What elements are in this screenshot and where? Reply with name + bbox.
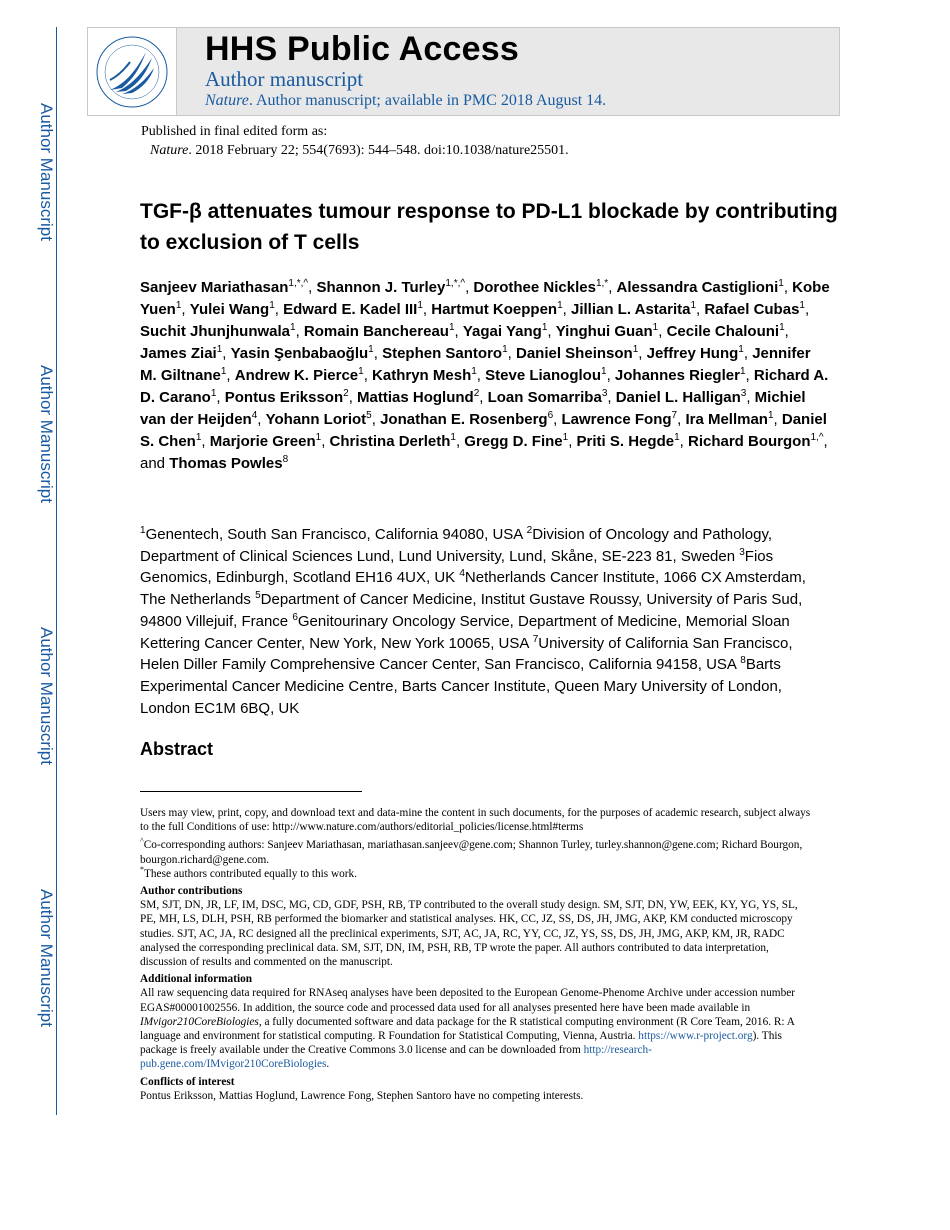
author-name: Marjorie Green (209, 433, 316, 450)
affiliations (140, 524, 815, 719)
author-separator: , (479, 389, 488, 406)
package-name: IMvigor210CoreBiologies (140, 1015, 259, 1028)
additional-info-heading: Additional information (140, 973, 253, 986)
author-affiliation-mark: 1 (652, 322, 659, 333)
author-affiliation-mark: 1 (739, 366, 746, 377)
author-list (140, 277, 830, 475)
author-name: Daniel S. Chen (140, 411, 827, 450)
author-name: Steve Lianoglou (485, 367, 601, 384)
author-affiliation-mark: 1 (450, 432, 456, 443)
side-label-3 (38, 627, 56, 827)
author-separator: , (308, 279, 317, 296)
author-affiliation-mark: 1 (448, 322, 455, 333)
author-affiliation-mark: 1 (315, 432, 322, 443)
author-affiliation-mark: 3 (740, 388, 747, 399)
affiliation-number: 4 (459, 568, 465, 580)
author-name: Suchit Jhunjhunwala (140, 323, 291, 340)
author-separator: , (348, 389, 358, 406)
author-separator: , (553, 411, 562, 428)
author-separator: , (547, 323, 556, 340)
author-separator: , (607, 389, 616, 406)
affiliation-number: 1 (140, 525, 146, 536)
author-name: Daniel Sheinson (516, 345, 633, 362)
author-affiliation-mark: 1 (471, 366, 477, 377)
author-name: James Ziai (140, 345, 217, 362)
author-separator: , (274, 301, 284, 318)
author-affiliation-mark: 1 (738, 344, 744, 355)
author-affiliation-mark: 1 (779, 322, 785, 333)
author-separator: , (658, 323, 667, 340)
affiliation-text: Genentech, South San Francisco, California 94080, USA (145, 526, 527, 543)
author-separator: , (222, 345, 231, 362)
author-name: Hartmut Koeppen (431, 301, 558, 318)
author-name: Christina Derleth (329, 433, 451, 450)
author-affiliation-mark: 1,*,^ (445, 278, 466, 289)
banner-subtitle: Author manuscript (205, 67, 364, 91)
author-affiliation-mark: 1 (674, 432, 680, 443)
published-citation-text: . 2018 February 22; 554(7693): 544–548. doi:10.1038/nature25501. (188, 143, 569, 158)
banner-title: HHS Public Access (205, 30, 519, 68)
author-affiliation-mark: 1 (601, 366, 607, 377)
author-separator: , (371, 411, 381, 428)
author-name: Jonathan E. Rosenberg (380, 411, 548, 428)
affiliation-text: Barts Experimental Cancer Medicine Centre, Barts Cancer Institute, Queen Mary University of London, London EC1M 6BQ, UK (140, 656, 782, 717)
author-name: Jillian L. Astarita (570, 301, 691, 318)
affiliation-text: Fios Genomics, Edinburgh, Scotland EH16 4UX, UK (140, 547, 774, 587)
author-separator: , (476, 367, 486, 384)
affiliation-number: 7 (532, 633, 539, 645)
header-banner (87, 27, 840, 116)
author-separator: , (216, 389, 225, 406)
author-affiliation-mark: 1 (216, 344, 223, 355)
author-affiliation-mark: 1 (502, 344, 508, 355)
author-separator: , (321, 433, 330, 450)
footnote-divider (140, 791, 362, 792)
author-separator: , (562, 301, 571, 318)
author-name: Kobe Yuen (140, 279, 830, 318)
author-name: Cecile Chalouni (666, 323, 780, 340)
author-name: Rafael Cubas (704, 301, 800, 318)
additional-text-3: ). This package is freely available under the Creative Commons 3.0 license and can be downloaded from (140, 1030, 782, 1057)
author-affiliation-mark: 1 (220, 366, 227, 377)
side-label-1 (38, 103, 56, 303)
author-name: Shannon J. Turley (316, 279, 446, 296)
author-separator: , (507, 345, 516, 362)
author-affiliation-mark: 1,*,^ (288, 278, 309, 289)
author-affiliation-mark: 1 (210, 388, 217, 399)
side-label-4 (38, 889, 56, 1089)
author-affiliation-mark: 1 (269, 300, 275, 311)
author-affiliation-mark: 5 (366, 410, 372, 421)
author-name: Michiel van der Heijden (140, 389, 806, 428)
author-separator: , (773, 411, 782, 428)
conflicts-text: Pontus Eriksson, Mattias Hoglund, Lawrence Fong, Stephen Santoro have no competing interests. (140, 1089, 584, 1102)
equal-note (140, 867, 815, 881)
side-label-text: Author Manuscript (37, 627, 56, 765)
r-project-link[interactable]: https://www.r-project.org (638, 1030, 753, 1043)
author-name: Yulei Wang (189, 301, 270, 318)
author-affiliation-mark: 1 (358, 366, 364, 377)
author-name: Yohann Loriot (265, 411, 367, 428)
author-affiliation-mark: 4 (251, 410, 258, 421)
author-separator: , and (140, 433, 828, 472)
author-name: Dorothee Nickles (473, 279, 596, 296)
author-affiliation-mark: 1,* (595, 278, 609, 289)
author-name: Romain Banchereau (303, 323, 449, 340)
author-affiliation-mark: 1 (290, 322, 296, 333)
author-separator: , (696, 301, 705, 318)
author-affiliation-mark: 2 (343, 388, 349, 399)
banner-journal: Nature (205, 92, 249, 109)
author-affiliation-mark: 1 (175, 300, 182, 311)
side-rule (56, 27, 57, 1115)
published-citation (141, 141, 569, 160)
author-name: Pontus Eriksson (224, 389, 344, 406)
author-separator: , (226, 367, 235, 384)
conflicts-heading: Conflicts of interest (140, 1075, 235, 1088)
article-title: TGF-β attenuates tumour response to PD-L1 blockade by contributing to exclusion of T cells (140, 200, 838, 254)
author-affiliation-mark: 1 (767, 410, 774, 421)
author-name: Loan Somarriba (487, 389, 602, 406)
side-label-text: Author Manuscript (37, 365, 56, 503)
author-name: Daniel L. Halligan (615, 389, 741, 406)
footnotes (140, 806, 815, 1103)
corresponding-note (140, 838, 815, 866)
author-separator: , (568, 433, 577, 450)
author-affiliation-mark: 7 (671, 410, 678, 421)
hhs-eagle-icon (88, 28, 176, 115)
corr-mark: ^ (140, 836, 144, 846)
author-affiliation-mark: 1 (557, 300, 563, 311)
author-separator: , (745, 367, 754, 384)
author-affiliation-mark: 1 (778, 278, 784, 289)
author-affiliation-mark: 1 (690, 300, 697, 311)
banner-availability (205, 92, 606, 110)
affiliation-number: 3 (739, 546, 745, 558)
author-affiliation-mark: 1 (799, 300, 805, 311)
affiliation-text: Genitourinary Oncology Service, Department of Medicine, Memorial Sloan Kettering Cancer Center, New York, New York 10065, USA (140, 612, 790, 652)
author-name: Priti S. Hegde (576, 433, 675, 450)
author-name: Stephen Santoro (382, 345, 503, 362)
banner-availability-text: . Author manuscript; available in PMC 2018 August 14. (248, 92, 607, 109)
author-name: Lawrence Fong (561, 411, 672, 428)
corresponding-text: Co-corresponding authors: Sanjeev Mariathasan, mariathasan.sanjeev@gene.com; Shannon Turley, turley.shannon@gene.com; Richard Bourgon, bourgon.richard@gene.com. (140, 839, 803, 866)
author-separator: , (679, 433, 688, 450)
author-name: Richard Bourgon (687, 433, 811, 450)
author-name: Sanjeev Mariathasan (140, 279, 289, 296)
author-name: Jennifer M. Giltnane (140, 345, 811, 384)
author-affiliation-mark: 1 (195, 432, 202, 443)
author-name: Ira Mellman (685, 411, 768, 428)
contributions-text: SM, SJT, DN, JR, LF, IM, DSC, MG, CD, GDF, PSH, RB, TP contributed to the overall study design. SM, SJT, DN, YW, EEK, KY, YG, YS, SL, PE, MH, LS, DLH, PSH, RB performed the biomarker and statistical analyses. HK, CC, JZ, SS, DS, JH, JMG, AKP, KM conducted microscopy studies. SJT, AC, JA, RC designed all the preclinical experiments, SJT, AC, JA, RC, YY, CC, JZ, YS, SS, DS, JH, JMG, AKP, KM, JR, RADC analysed the corresponding preclinical data. SM, SJT, DN, IM, PSH, RB, TP wrote the paper. All authors contributed to data interpretation, discussion of results and commented on the manuscript. (140, 899, 798, 969)
author-separator: , (181, 301, 190, 318)
author-separator: , (295, 323, 304, 340)
author-name: Andrew K. Pierce (234, 367, 359, 384)
side-label-text: Author Manuscript (37, 103, 56, 241)
affiliation-text: University of California San Francisco, Helen Diller Family Comprehensive Cancer Center, San Francisco, California 94158, USA (140, 634, 793, 674)
author-separator: , (608, 279, 617, 296)
author-name: Yagai Yang (462, 323, 542, 340)
author-separator: , (201, 433, 210, 450)
author-affiliation-mark: 1 (417, 300, 423, 311)
author-affiliation-mark: 2 (473, 388, 480, 399)
license-note: Users may view, print, copy, and download text and data-mine the content in such documents, for the purposes of academic research, subject always to the full Conditions of use: http://www.nature.com/authors/editorial_policies/license.html#terms (140, 807, 811, 834)
side-label-2 (38, 365, 56, 565)
author-separator: , (455, 433, 465, 450)
side-label-text: Author Manuscript (37, 889, 56, 1027)
author-separator: , (422, 301, 432, 318)
affiliation-number: 8 (740, 655, 746, 667)
additional-text-2: , a fully documented software and data package for the R statistical computing environment (R Core Team, 2016. R: A language and environment for statistical computing. R Foundation for Statistical Computing, Vienna, Austria. (140, 1015, 795, 1043)
author-separator: , (784, 323, 789, 340)
author-separator: , (465, 279, 474, 296)
author-affiliation-mark: 8 (282, 454, 289, 465)
author-separator: , (677, 411, 686, 428)
author-separator: , (606, 367, 615, 384)
equal-mark: * (140, 865, 144, 875)
published-info (141, 122, 569, 160)
author-separator: , (743, 345, 753, 362)
equal-text: These authors contributed equally to this work. (144, 867, 358, 880)
affiliation-number: 6 (292, 611, 298, 623)
author-separator: , (783, 279, 793, 296)
author-name: Kathryn Mesh (372, 367, 472, 384)
author-separator: , (804, 301, 810, 318)
affiliation-text: Division of Oncology and Pathology, Department of Clinical Sciences Lund, Lund University, Lund, Skåne, SE-223 81, Sweden (140, 526, 773, 565)
author-affiliation-mark: 1,^ (810, 432, 824, 443)
author-name: Yasin Şenbabaoğlu (230, 345, 369, 362)
published-journal: Nature (150, 143, 189, 158)
affiliation-text: Netherlands Cancer Institute, 1066 CX Amsterdam, The Netherlands (140, 569, 806, 609)
abstract-heading: Abstract (140, 739, 214, 759)
author-name: Johannes Riegler (614, 367, 740, 384)
affiliation-number: 5 (255, 590, 261, 602)
author-separator: , (257, 411, 266, 428)
author-affiliation-mark: 3 (601, 388, 608, 399)
author-separator: , (638, 345, 647, 362)
author-separator: , (373, 345, 383, 362)
author-name: Yinghui Guan (555, 323, 653, 340)
author-affiliation-mark: 1 (541, 322, 548, 333)
author-separator: , (746, 389, 755, 406)
author-name: Mattias Hoglund (357, 389, 474, 406)
additional-info-text (140, 986, 815, 1071)
published-label: Published in final edited form as: (141, 124, 328, 139)
author-name: Edward E. Kadel III (283, 301, 418, 318)
additional-text-1: All raw sequencing data required for RNAseq analyses have been deposited to the European Genome-Phenome Archive under accession number EGAS#00001002556. In addition, the source code and processed data used for all analyses presented here have been made available in (140, 987, 795, 1014)
hhs-logo (88, 28, 177, 115)
author-separator: , (363, 367, 373, 384)
contributions-heading: Author contributions (140, 885, 243, 898)
package-download-link[interactable]: http://research-pub.gene.com/IMvigor210CoreBiologies (140, 1044, 652, 1071)
author-affiliation-mark: 1 (562, 432, 569, 443)
affiliation-number: 2 (526, 525, 533, 536)
author-name: Richard A. D. Carano (140, 367, 829, 406)
additional-text-4: . (326, 1058, 330, 1071)
author-name: Thomas Powles (169, 455, 283, 472)
author-affiliation-mark: 1 (632, 344, 639, 355)
affiliation-text: Department of Cancer Medicine, Institut Gustave Roussy, University of Paris Sud, 94800 Villejuif, France (140, 591, 803, 630)
author-name: Alessandra Castiglioni (616, 279, 779, 296)
author-name: Gregg D. Fine (464, 433, 563, 450)
author-affiliation-mark: 1 (368, 344, 374, 355)
author-name: Jeffrey Hung (646, 345, 739, 362)
author-affiliation-mark: 6 (547, 410, 554, 421)
author-separator: , (454, 323, 463, 340)
